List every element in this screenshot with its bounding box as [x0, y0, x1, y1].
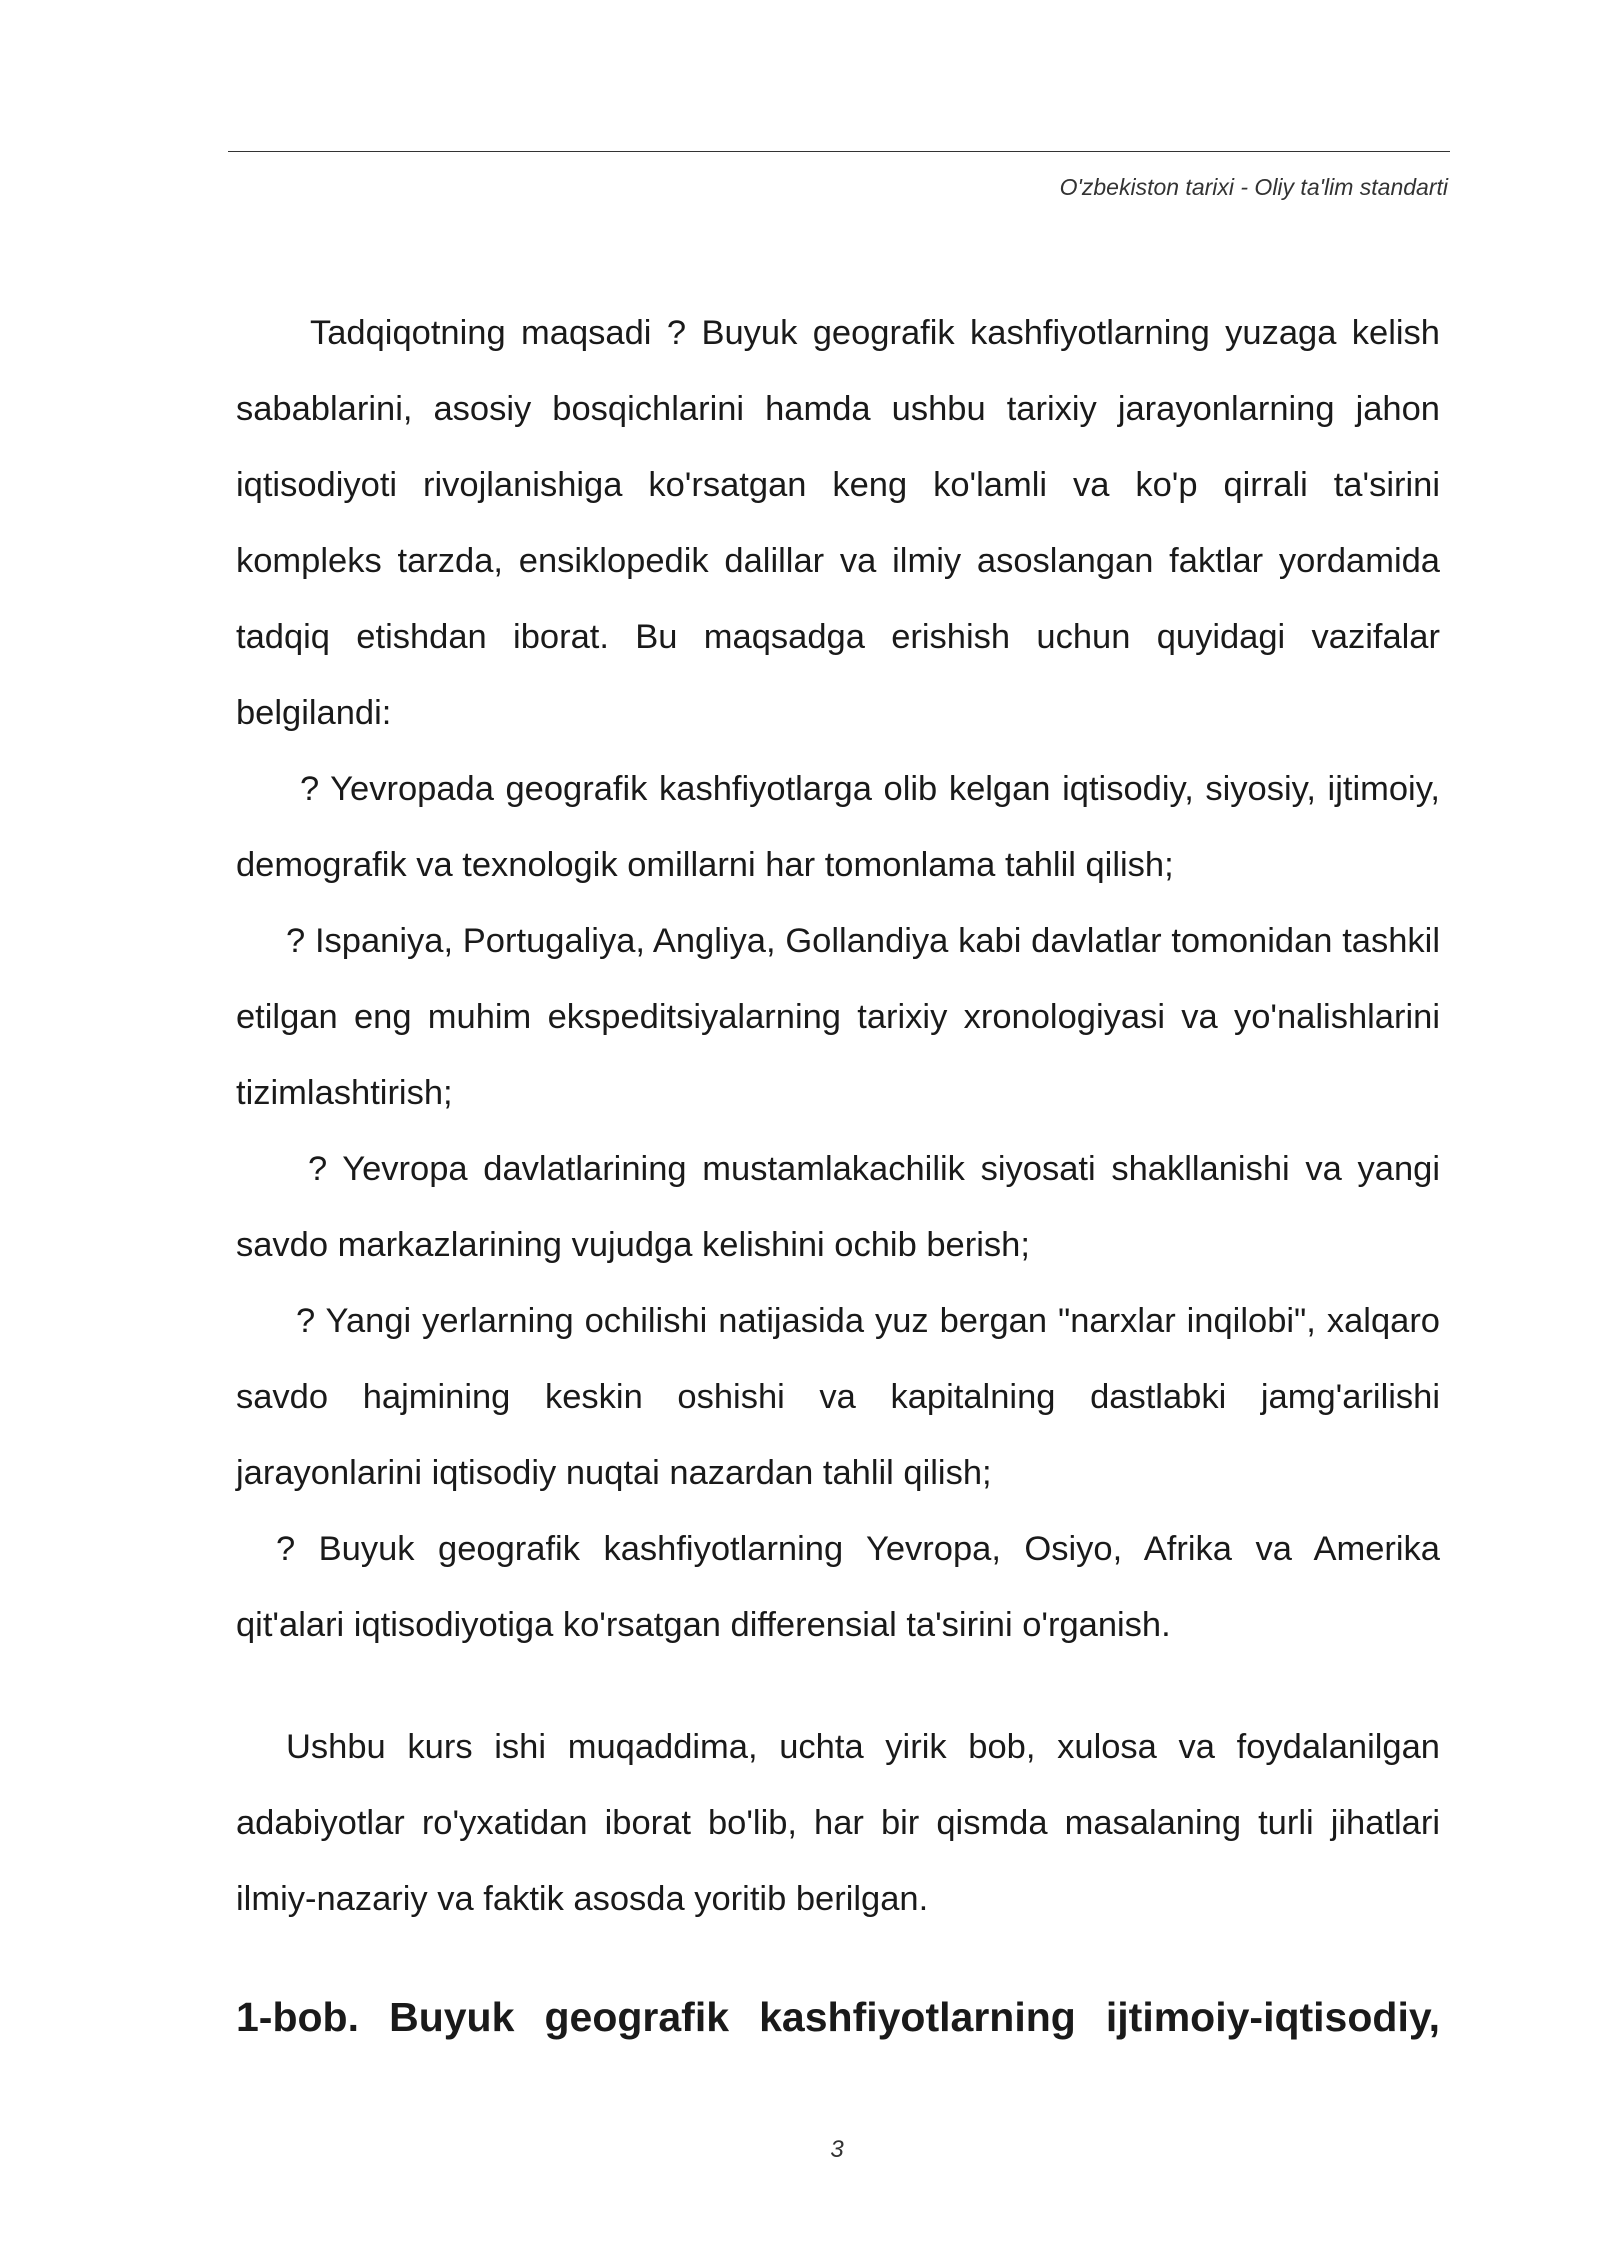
chapter-heading: 1-bob. Buyuk geografik kashfiyotlarning ijtimoiy-iqtisodiy, — [236, 1994, 1440, 2040]
paragraph-task-2: ? Ispaniya, Portugaliya, Angliya, Gollandiya kabi davlatlar tomonidan tashkil etilgan eng muhim ekspeditsiyalarning tarixiy xronologiyasi va yo'nalishlarini tizimlashtirish; — [236, 922, 1440, 1112]
body-text — [236, 295, 1440, 2055]
paragraph-task-1: ? Yevropada geografik kashfiyotlarga olib kelgan iqtisodiy, siyosiy, ijtimoiy, demografik va texnologik omillarni har tomonlama tahlil qilish; — [236, 770, 1440, 884]
paragraph-research-aim: Tadqiqotning maqsadi ? Buyuk geografik kashfiyotlarning yuzaga kelish sabablarini, asosiy bosqichlarini hamda ushbu tarixiy jarayonlarning jahon iqtisodiyoti rivojlanishiga ko'rsatgan keng ko'lamli va ko'p qirrali ta'sirini kompleks tarzda, ensiklopedik dalillar va ilmiy asoslangan faktlar yordamida tadqiq etishdan iborat. Bu maqsadga erishish uchun quyidagi vazifalar belgilandi: — [236, 314, 1440, 732]
paragraph-task-3: ? Yevropa davlatlarining mustamlakachilik siyosati shakllanishi va yangi savdo markazlarining vujudga kelishini ochib berish; — [236, 1150, 1440, 1264]
paragraph-task-5: ? Buyuk geografik kashfiyotlarning Yevropa, Osiyo, Afrika va Amerika qit'alari iqtisodiyotiga ko'rsatgan differensial ta'sirini o'rganish. — [236, 1530, 1440, 1644]
page-number: 3 — [830, 2136, 844, 2163]
paragraph-task-4: ? Yangi yerlarning ochilishi natijasida yuz bergan "narxlar inqilobi", xalqaro savdo hajmining keskin oshishi va kapitalning dastlabki jamg'arilishi jarayonlarini iqtisodiy nuqtai nazardan tahlil qilish; — [236, 1302, 1440, 1492]
running-header: O'zbekiston tarixi - Oliy ta'lim standarti — [1059, 174, 1448, 200]
header-rule — [228, 151, 1450, 152]
paragraph-structure: Ushbu kurs ishi muqaddima, uchta yirik bob, xulosa va foydalanilgan adabiyotlar ro'yxatidan iborat bo'lib, har bir qismda masalaning turli jihatlari ilmiy-nazariy va faktik asosda yoritib berilgan. — [236, 1728, 1440, 1918]
